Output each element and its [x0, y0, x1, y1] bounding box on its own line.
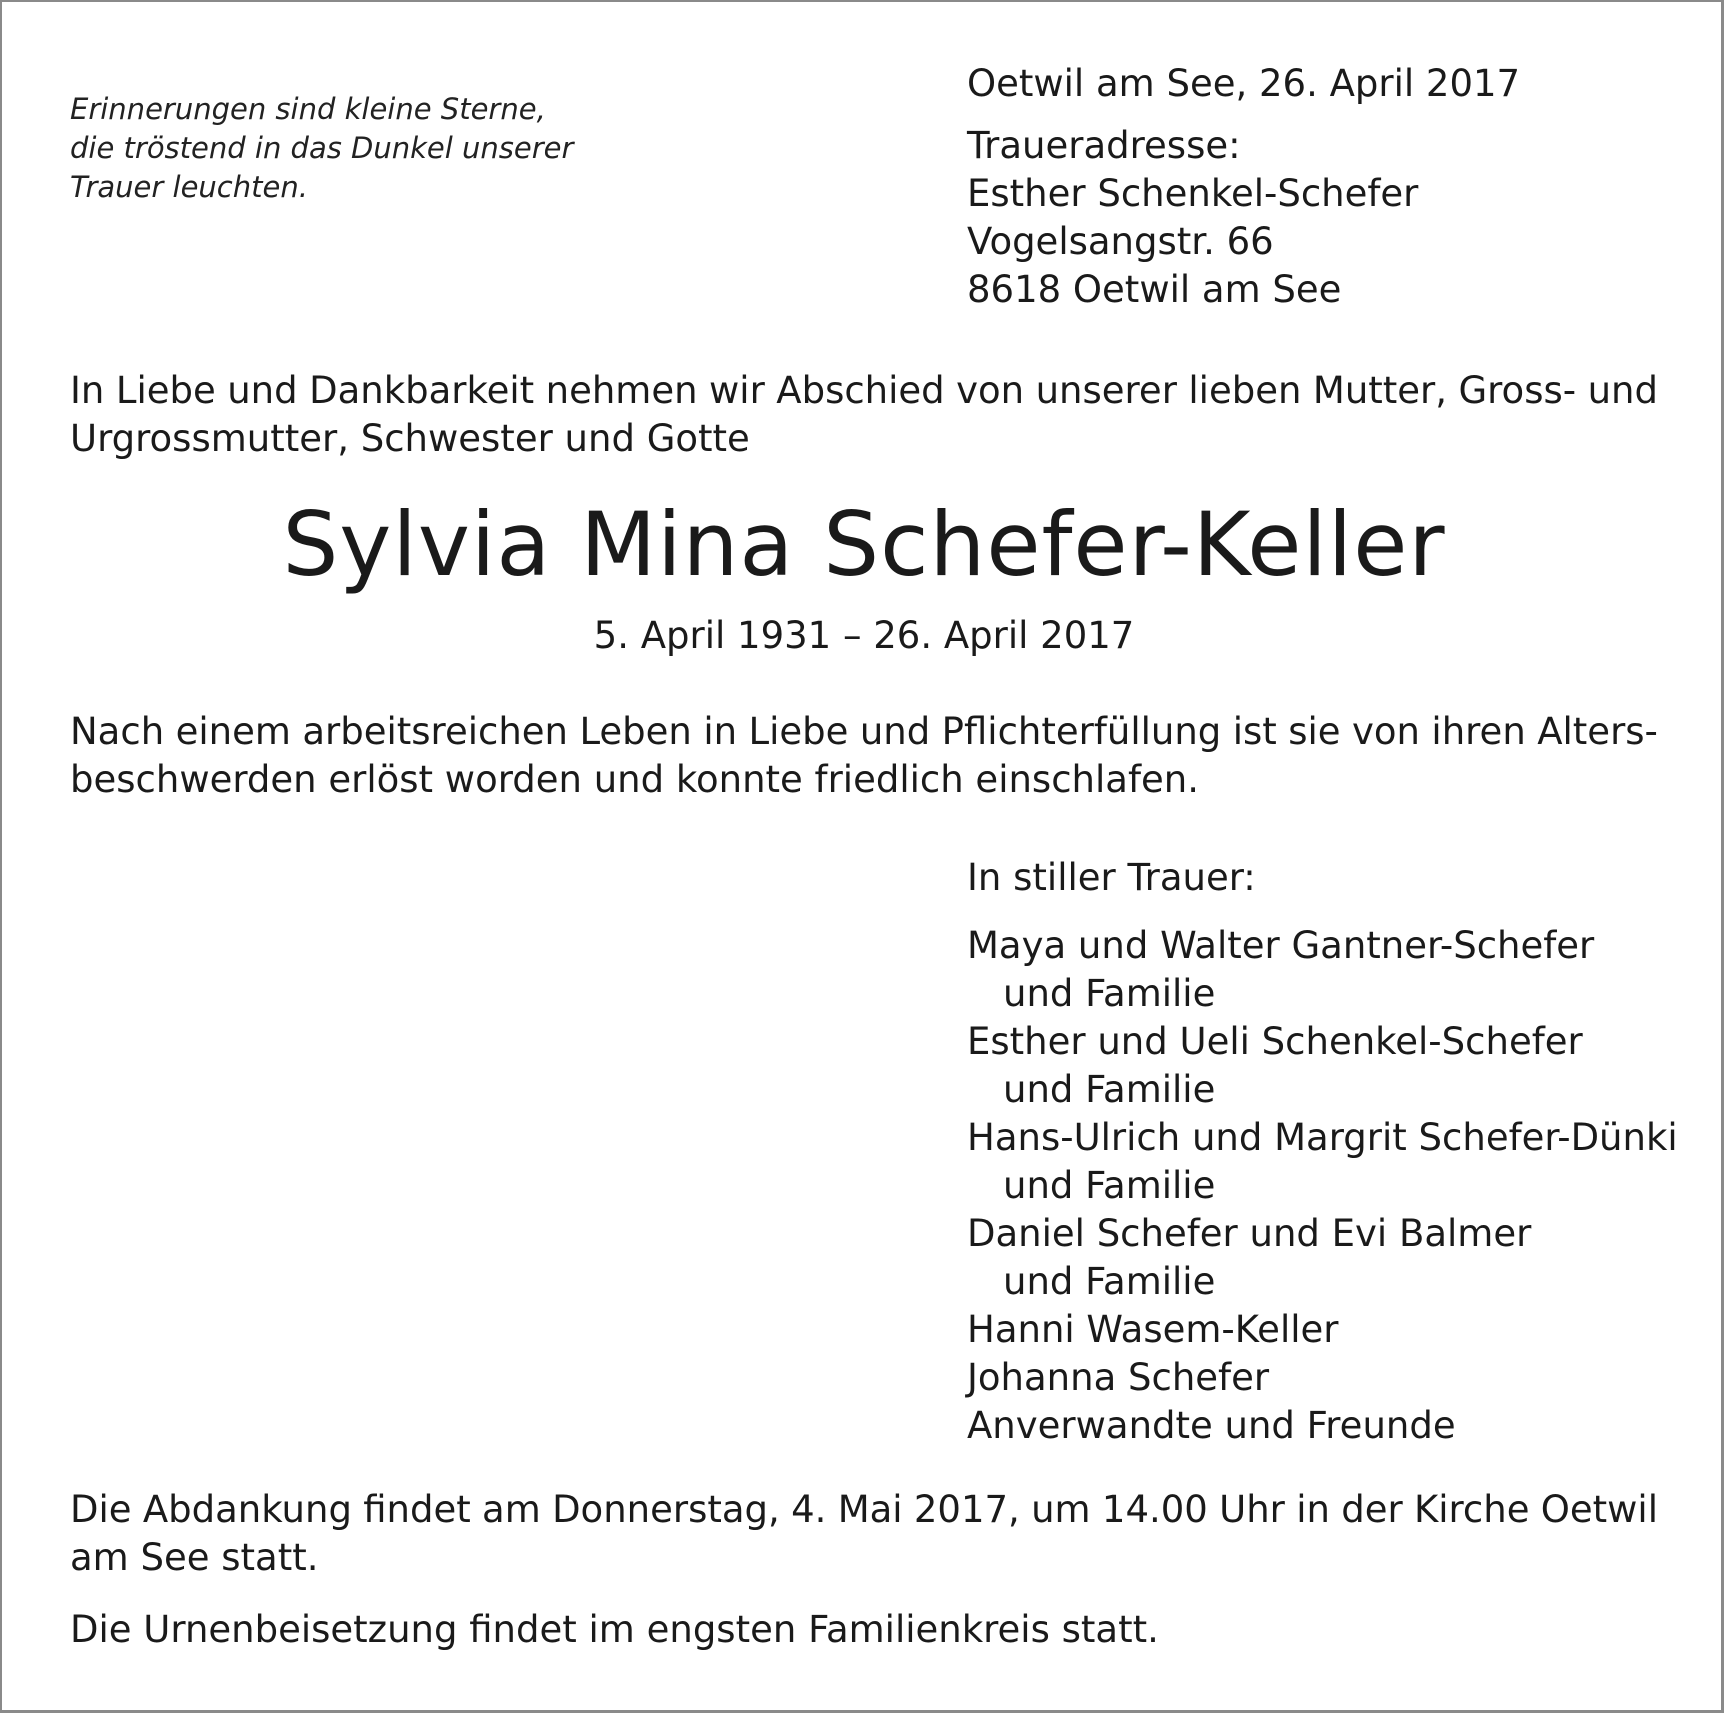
body-word: und: [859, 710, 931, 753]
address-name: Esther Schenkel-Schefer: [967, 172, 1419, 215]
ceremony-word: in: [1296, 1488, 1330, 1531]
mourner-family: und Familie: [1003, 972, 1216, 1015]
ceremony-word: der: [1341, 1488, 1403, 1531]
mourner-name: Anverwandte und Freunde: [967, 1404, 1456, 1447]
address-city: 8618 Oetwil am See: [967, 268, 1342, 311]
ceremony-line: am See statt.: [70, 1536, 319, 1579]
quote-line: Erinnerungen sind kleine Sterne,: [70, 92, 546, 126]
mourner-name: Hanni Wasem-Keller: [967, 1308, 1339, 1351]
place-date: Oetwil am See, 26. April 2017: [967, 62, 1521, 105]
intro-word: und: [1587, 369, 1658, 412]
intro-word: Gross-: [1458, 369, 1577, 412]
memorial-quote: [70, 90, 590, 207]
intro-word: Dankbarkeit: [309, 369, 535, 412]
ceremony-word: Abdankung: [142, 1488, 352, 1531]
body-word: Nach: [70, 710, 165, 753]
intro-word: Abschied: [776, 369, 945, 412]
urn-burial-note: Die Urnenbeisetzung findet im engsten Familienkreis statt.: [70, 1608, 1159, 1651]
body-word: von: [1352, 710, 1420, 753]
intro-word: nehmen: [545, 369, 698, 412]
ceremony-word: Uhr: [1219, 1488, 1285, 1531]
intro-word: von: [956, 369, 1025, 412]
mourners-list: [967, 854, 1687, 1450]
body-word: ist: [1232, 710, 1277, 753]
body-word: Leben: [579, 710, 692, 753]
body-word: einem: [175, 710, 291, 753]
intro-word: Liebe: [115, 369, 216, 412]
body-word: arbeitsreichen: [302, 710, 568, 753]
quote-line: die tröstend in das Dunkel unserer: [70, 131, 574, 165]
intro-word: In: [70, 369, 105, 412]
ceremony-paragraph: [70, 1486, 1658, 1582]
body-word: ihren: [1431, 710, 1526, 753]
ceremony-word: 2017,: [913, 1488, 1020, 1531]
ceremony-word: 14.00: [1101, 1488, 1208, 1531]
body-word: in: [703, 710, 738, 753]
lifespan-dates: 5. April 1931 – 26. April 2017: [593, 614, 1135, 657]
ceremony-word: Oetwil: [1540, 1488, 1658, 1531]
mourner-name: Hans-Ulrich und Margrit Schefer-Dünki: [967, 1116, 1678, 1159]
body-line: beschwerden erlöst worden und konnte friedlich einschlafen.: [70, 758, 1199, 801]
ceremony-word: Donnerstag,: [552, 1488, 780, 1531]
body-word: Alters-: [1537, 710, 1658, 753]
mourner-name: Johanna Schefer: [967, 1356, 1270, 1399]
ceremony-word: findet: [363, 1488, 471, 1531]
mourner-family: und Familie: [1003, 1260, 1216, 1303]
ceremony-word: Kirche: [1413, 1488, 1530, 1531]
deceased-name: Sylvia Mina Schefer-Keller: [282, 493, 1446, 596]
body-line-justified: [70, 708, 1658, 756]
address-street: Vogelsangstr. 66: [967, 220, 1274, 263]
ceremony-word: Die: [70, 1488, 132, 1531]
ceremony-word: am: [482, 1488, 541, 1531]
body-paragraph: [70, 708, 1658, 804]
intro-word: unserer: [1035, 369, 1177, 412]
body-word: Pflichterfüllung: [941, 710, 1222, 753]
mourners-heading: In stiller Trauer:: [967, 856, 1256, 899]
intro-paragraph: [70, 367, 1658, 463]
mourner-family: und Familie: [1003, 1164, 1216, 1207]
mourning-address-block: [967, 60, 1667, 314]
intro-line-justified: [70, 367, 1658, 415]
intro-word: wir: [709, 369, 765, 412]
mourner-family: und Familie: [1003, 1068, 1216, 1111]
mourner-name: Maya und Walter Gantner-Schefer: [967, 924, 1595, 967]
body-word: sie: [1288, 710, 1341, 753]
mourner-name: Daniel Schefer und Evi Balmer: [967, 1212, 1532, 1255]
ceremony-word: 4.: [791, 1488, 827, 1531]
intro-word: lieben: [1188, 369, 1302, 412]
intro-word: und: [227, 369, 298, 412]
ceremony-word: um: [1031, 1488, 1091, 1531]
ceremony-word: Mai: [837, 1488, 903, 1531]
ceremony-line-justified: [70, 1486, 1658, 1534]
body-word: Liebe: [748, 710, 849, 753]
address-label: Traueradresse:: [967, 124, 1241, 167]
quote-line: Trauer leuchten.: [70, 170, 308, 204]
mourner-name: Esther und Ueli Schenkel-Schefer: [967, 1020, 1583, 1063]
intro-word: Mutter,: [1312, 369, 1448, 412]
intro-line: Urgrossmutter, Schwester und Gotte: [70, 417, 750, 460]
